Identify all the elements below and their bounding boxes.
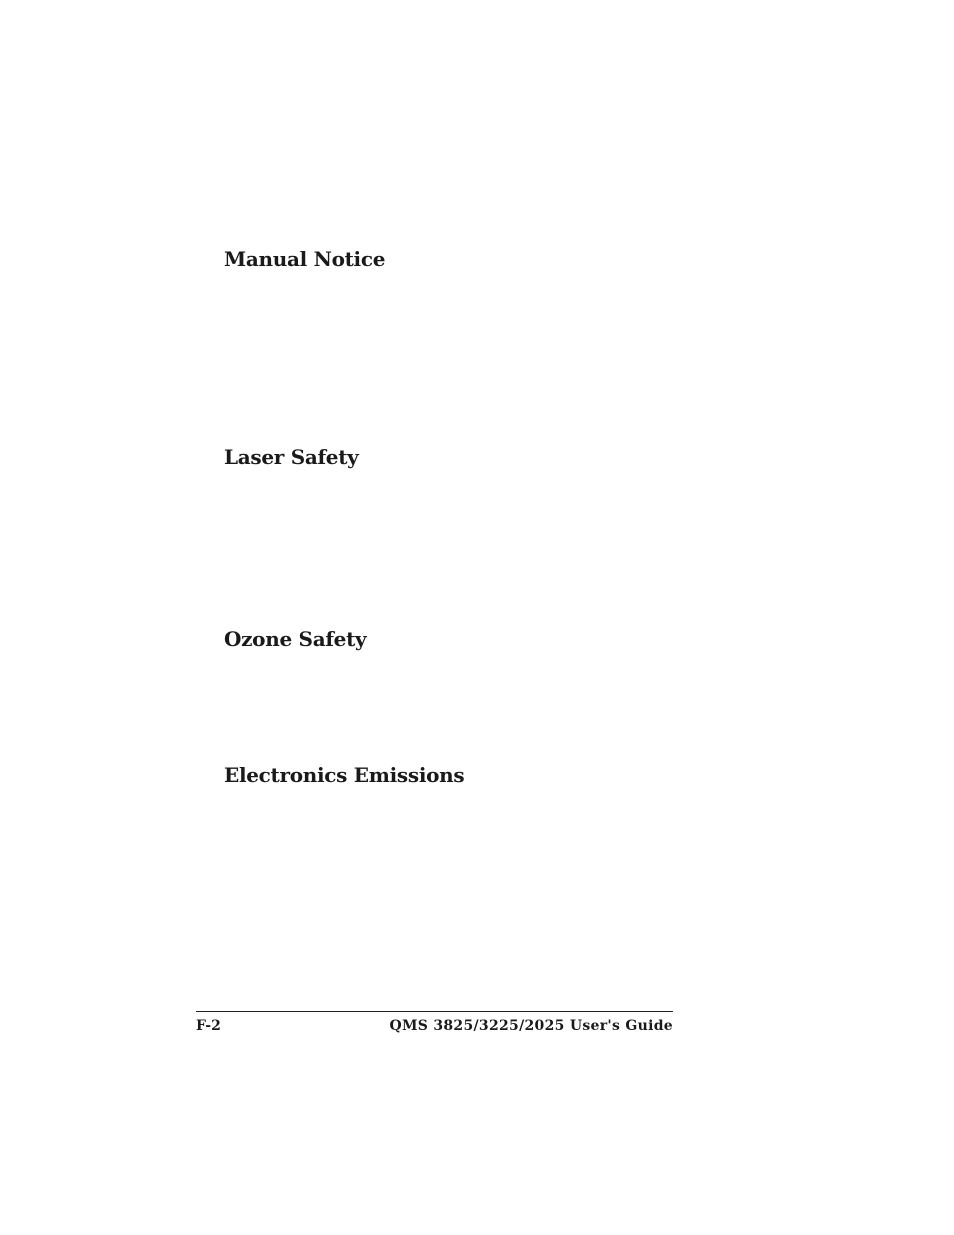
heading-laser-safety: Laser Safety <box>224 445 359 469</box>
heading-ozone-safety: Ozone Safety <box>224 627 367 651</box>
footer-page-number: F-2 <box>196 1018 221 1034</box>
heading-manual-notice: Manual Notice <box>224 247 386 271</box>
footer-guide-title: QMS 3825/3225/2025 User's Guide <box>389 1018 673 1034</box>
heading-electronics-emissions: Electronics Emissions <box>224 763 465 787</box>
footer-divider <box>196 1011 673 1012</box>
